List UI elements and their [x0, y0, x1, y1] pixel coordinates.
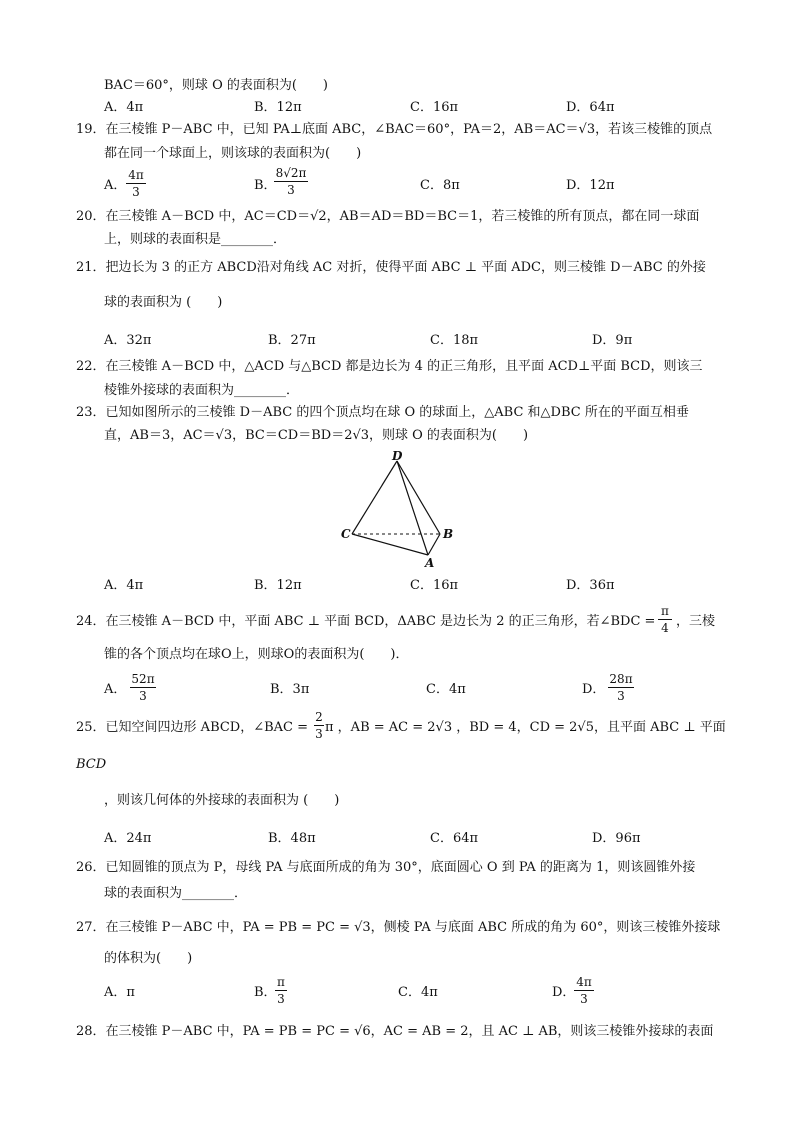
- vertex-label-a: A: [425, 556, 435, 570]
- fraction-numerator: 28π: [609, 672, 633, 686]
- q27-text-1: 27．在三棱锥 P－ABC 中，PA = PB = PC = √3，侧棱 PA 与底面 ABC 所成的角为 60°，则该三棱锥外接球: [76, 920, 721, 935]
- vertex-label-d: D: [392, 449, 403, 463]
- q27-option-d: D．: [552, 985, 576, 1000]
- fraction-denominator: 3: [580, 992, 588, 1006]
- q19-option-d: D．12π: [566, 178, 615, 193]
- pyramid-figure: [330, 445, 470, 575]
- q21-text-2: 球的表面积为 ( ): [104, 295, 223, 310]
- edge-db: [397, 461, 440, 534]
- q25-text-1a: 25．已知空间四边形 ABCD，∠BAC =: [76, 720, 309, 735]
- edge-ba: [428, 534, 440, 555]
- q19-option-a: A．: [104, 178, 127, 193]
- fraction-numerator: π: [277, 975, 285, 989]
- fraction-denominator: 3: [132, 185, 140, 199]
- q19-option-a-fraction: [126, 168, 146, 199]
- fraction-denominator: 3: [287, 183, 295, 197]
- q27-option-c: C．4π: [398, 985, 438, 1000]
- vertex-label-b: B: [443, 527, 454, 541]
- q20-text-1: 20．在三棱锥 A－BCD 中，AC＝CD＝√2，AB＝AD＝BD＝BC＝1，若三棱锥的所有顶点，都在同一球面: [76, 209, 700, 224]
- q27-option-b: B．: [254, 985, 277, 1000]
- fraction-denominator: 4: [661, 621, 669, 635]
- q25-option-d: D．96π: [592, 831, 641, 846]
- q23-text-1: 23．已知如图所示的三棱锥 D－ABC 的四个顶点均在球 O 的球面上，△ABC 和△DBC 所在的平面互相垂: [76, 405, 689, 420]
- q24-option-d: D．: [582, 682, 606, 697]
- q27-option-a: A．π: [104, 985, 135, 1000]
- q24-option-b: B．3π: [270, 682, 310, 697]
- q19-option-b-fraction: [274, 166, 308, 197]
- q24-text-2: 锥的各个顶点均在球O上，则球O的表面积为( )．: [104, 647, 409, 662]
- q18-option-c: C．16π: [410, 100, 459, 115]
- q23-option-a: A．4π: [104, 578, 144, 593]
- q18-option-d: D．64π: [566, 100, 615, 115]
- q25-option-b: B．48π: [268, 831, 316, 846]
- fraction-numerator: 2: [315, 710, 323, 724]
- q19-option-c: C．8π: [420, 178, 460, 193]
- q21-option-c: C．18π: [430, 333, 479, 348]
- q24-text-1a: 24．在三棱锥 A－BCD 中，平面 ABC ⊥ 平面 BCD，ΔABC 是边长为 2 的正三角形，若∠BDC =: [76, 614, 656, 629]
- q22-text-1: 22．在三棱锥 A－BCD 中，△ACD 与△BCD 都是边长为 4 的正三角形，且平面 ACD⊥平面 BCD，则该三: [76, 359, 703, 374]
- q27-text-2: 的体积为( ): [104, 951, 193, 966]
- q24-angle-fraction: [658, 604, 672, 635]
- q24-option-a: A．: [104, 682, 127, 697]
- q23-option-b: B．12π: [254, 578, 302, 593]
- q24-option-a-fraction: [130, 672, 156, 703]
- q26-text-2: 球的表面积为________．: [104, 886, 248, 901]
- fraction-denominator: 3: [139, 689, 147, 703]
- q25-text-2: BCD: [76, 757, 107, 772]
- q24-option-d-fraction: [608, 672, 634, 703]
- fraction-numerator: π: [661, 604, 669, 618]
- q19-text-2: 都在同一个球面上，则该球的表面积为( ): [104, 146, 362, 161]
- q28-text-1: 28．在三棱锥 P－ABC 中，PA = PB = PC = √6，AC = AB = 2，且 AC ⊥ AB，则该三棱锥外接球的表面: [76, 1024, 714, 1039]
- fraction-denominator: 3: [315, 727, 323, 741]
- vertex-label-c: C: [341, 527, 351, 541]
- fraction-numerator: 8√2π: [275, 166, 307, 180]
- q18-option-b: B．12π: [254, 100, 302, 115]
- q24-text-1b: ，三棱: [676, 614, 716, 629]
- q25-option-c: C．64π: [430, 831, 479, 846]
- q21-option-d: D．9π: [592, 333, 633, 348]
- q19-text-1: 19．在三棱锥 P－ABC 中，已知 PA⊥底面 ABC，∠BAC＝60°，PA＝2，AB＝AC＝√3，若该三棱锥的顶点: [76, 122, 713, 137]
- fraction-denominator: 3: [617, 689, 625, 703]
- q27-option-b-fraction: [275, 975, 287, 1006]
- q21-text-1: 21．把边长为 3 的正方 ABCD沿对角线 AC 对折，使得平面 ABC ⊥ 平面 ADC，则三棱锥 D－ABC 的外接: [76, 260, 706, 275]
- q18-text: BAC＝60°，则球 O 的表面积为( ): [104, 78, 328, 93]
- q22-text-2: 棱锥外接球的表面积为________．: [104, 383, 300, 398]
- fraction-numerator: 4π: [128, 168, 144, 182]
- q27-option-d-fraction: [574, 975, 594, 1006]
- q23-text-2: 直，AB＝3，AC＝√3，BC＝CD＝BD＝2√3，则球 O 的表面积为( ): [104, 428, 529, 443]
- q25-option-a: A．24π: [104, 831, 152, 846]
- fraction-denominator: 3: [277, 992, 285, 1006]
- q21-option-b: B．27π: [268, 333, 316, 348]
- q25-angle-fraction: [314, 710, 324, 741]
- q18-option-a: A．4π: [104, 100, 144, 115]
- fraction-numerator: 4π: [576, 975, 592, 989]
- edge-dc: [352, 461, 397, 534]
- q25-text-1b: π ，AB = AC = 2√3 ，BD = 4，CD = 2√5，且平面 ABC ⊥ 平面: [325, 720, 726, 735]
- edge-da: [397, 461, 428, 555]
- q25-text-3: ，则该几何体的外接球的表面积为 ( ): [104, 793, 340, 808]
- q26-text-1: 26．已知圆锥的顶点为 P，母线 PA 与底面所成的角为 30°，底面圆心 O 到 PA 的距离为 1，则该圆锥外接: [76, 860, 696, 875]
- q23-option-c: C．16π: [410, 578, 459, 593]
- q21-option-a: A．32π: [104, 333, 152, 348]
- q24-option-c: C．4π: [426, 682, 466, 697]
- q19-option-b: B．: [254, 178, 277, 193]
- edge-ca: [352, 534, 428, 555]
- q23-option-d: D．36π: [566, 578, 615, 593]
- fraction-numerator: 52π: [131, 672, 155, 686]
- q20-text-2: 上，则球的表面积是________．: [104, 232, 287, 247]
